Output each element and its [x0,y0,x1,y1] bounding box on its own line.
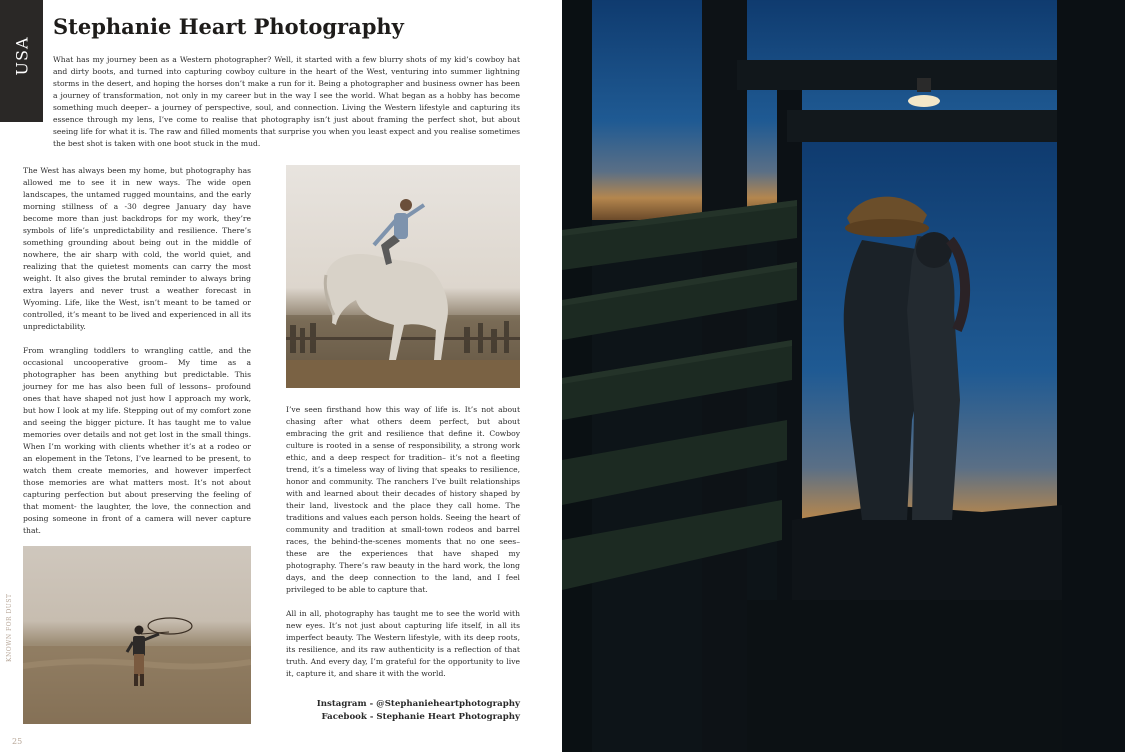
body-paragraph: From wrangling toddlers to wrangling cattle, and the occasional uncooperative groom– My time as a photographer has been anything but predictable. This journey for me has also been full of lessons– profound ones that have shaped not just how I approach my work, but how I look at my life. Stepping out of my comfort zone and seeing the bigger picture. It has taught me to value memories over details and not get lost in the small things. When I’m working with clients whether it’s at a rodeo or an elopement in the Tetons, I’ve learned to be present, to watch them create memories, and however imperfect those memories are what matters most. It’s not about capturing perfection but about preserving the feeling of that moment- the laughter, the love, the connection and posing someone in front of a camera will never capture that. [23,346,251,535]
facebook-handle[interactable]: Facebook - Stephanie Heart Photography [321,712,520,722]
roper-photo-art [23,546,251,724]
social-links [286,698,520,724]
country-label: USA [12,36,31,76]
page-number: 25 [12,737,23,746]
left-column [23,165,251,549]
magazine-side-label: KNOWN FOR DUST [6,593,13,662]
roper-photo [23,546,251,724]
page-title: Stephanie Heart Photography [53,14,404,39]
country-tab [0,0,43,122]
intro-paragraph: What has my journey been as a Western photographer? Well, it started with a few blurry shots of my kid’s cowboy hat and dirty boots, and turned into capturing cowboy culture in the heart of the West, venturing into summer lightning storms in the desert, and hoping the horses don’t make a run for it. Being a photographer and business owner has been a journey of transformation, not only in my career but in the way I see the world. What began as a hobby has become something much deeper– a journey of perspective, soul, and connection. Living the Western lifestyle and capturing its essence through my lens, I’ve come to realise that photography isn’t just about framing the perfect shot, but about seeing life for what it is. The raw and filled moments that surprise you when you least expect and you realise sometimes the best shot is taken with one boot stuck in the mud. [53,55,520,148]
body-paragraph: The West has always been my home, but photography has allowed me to see it in new ways. The wide open landscapes, the untamed rugged mountains, and the early morning stillness of a -30 degree January day have become more than just backdrops for my work, they’re symbols of life’s unpredictability and resilience. There’s something grounding about being out in the middle of nowhere, the air sharp with cold, the world quiet, and realizing that the quietest moments can carry the most weight. It also gives the brutal reminder to always bring extra layers and never trust a weather forecast in Wyoming. Life, like the West, isn’t meant to be tamed or controlled, it’s meant to be lived and experienced in all its unpredictability. [23,166,251,331]
instagram-handle[interactable]: Instagram - @Stephanieheartphotography [316,699,520,709]
body-paragraph: I’ve seen firsthand how this way of life is. It’s not about chasing after what others deem perfect, but about embracing the grit and resilience that define it. Cowboy culture is rooted in a sense of responsibility, a strong work ethic, and a deep respect for tradition– it’s not a fleeting trend, it’s a timeless way of living that speaks to resilience, honor and community. The ranchers I’ve built relationships with and learned about their decades of history shaped by their land, livestock and the place they call home. The traditions and values each person holds. Seeing the heart of community and tradition at small-town rodeos and barrel races, the behind-the-scenes moments that no one sees– these are the experiences that have shaped my photography. There’s raw beauty in the hard work, the long days, and the deep connection to the land, and I feel privileged to be able to capture that. [286,405,520,594]
barn-couple-photo [562,0,1125,752]
rodeo-photo [286,165,520,388]
right-column [286,404,520,692]
barn-couple-art [562,0,1125,752]
body-paragraph: All in all, photography has taught me to see the world with new eyes. It’s not just about capturing life itself, in all its imperfect beauty. The Western lifestyle, with its deep roots, its resilience, and its raw authenticity is a reflection of that truth. And every day, I’m grateful for the opportunity to live it, capture it, and share it with the world. [286,609,520,678]
rodeo-photo-art [286,165,520,388]
left-page [0,0,562,752]
